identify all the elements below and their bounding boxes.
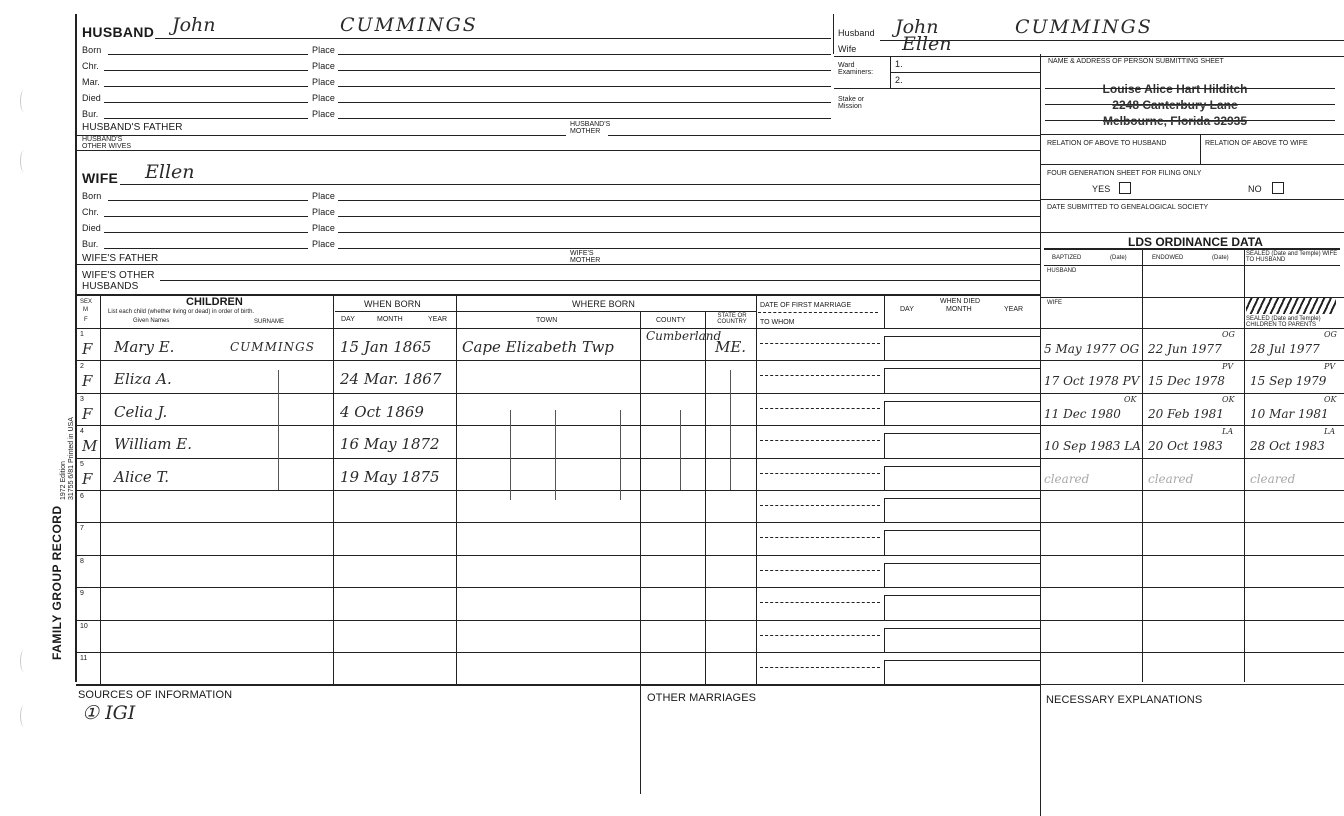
rule bbox=[1040, 232, 1344, 233]
wife-name-field bbox=[120, 184, 1040, 185]
marriage-bracket bbox=[884, 595, 885, 619]
death-date-field[interactable] bbox=[884, 660, 1040, 661]
other-marriages-label: OTHER MARRIAGES bbox=[647, 692, 757, 704]
stake-mission-label: Stake or Mission bbox=[838, 96, 865, 110]
wife-father-label: WIFE'S FATHER bbox=[82, 253, 159, 264]
death-date-field[interactable] bbox=[884, 628, 1040, 629]
wife-label: WIFE bbox=[82, 170, 119, 186]
no-label: NO bbox=[1248, 184, 1262, 194]
binder-mark bbox=[20, 650, 28, 672]
lds-endowed-date[interactable]: 20 Oct 1983 bbox=[1148, 439, 1223, 454]
submitter-name[interactable]: Louise Alice Hart Hilditch bbox=[1102, 82, 1248, 96]
child-number: 5 bbox=[80, 460, 84, 468]
first-marriage-field[interactable] bbox=[760, 635, 880, 636]
lds-sealed-wife-label: SEALED (Date and Temple) WIFE TO HUSBAND bbox=[1246, 251, 1338, 263]
lds-husband-label: HUSBAND bbox=[1047, 268, 1077, 274]
child-given-name[interactable]: Celia J. bbox=[114, 402, 168, 421]
town-label: TOWN bbox=[536, 317, 558, 324]
table-row bbox=[76, 620, 1344, 621]
table-row bbox=[76, 393, 1344, 394]
husband-label: HUSBAND bbox=[82, 24, 155, 40]
marriage-bracket bbox=[884, 563, 885, 587]
table-row bbox=[76, 522, 1344, 523]
child-number: 3 bbox=[80, 395, 84, 403]
col-state bbox=[756, 294, 757, 684]
died-month-label: MONTH bbox=[946, 306, 972, 313]
husband-born-place-label: Place bbox=[312, 45, 336, 55]
marriage-bracket bbox=[884, 628, 885, 652]
header-wife-given[interactable]: Ellen bbox=[902, 33, 952, 55]
to-whom-label: TO WHOM bbox=[760, 319, 795, 326]
husband-mar-label: Mar. bbox=[82, 77, 100, 87]
lds-wife-label: WIFE bbox=[1047, 300, 1062, 306]
lds-endowed-code: LA bbox=[1222, 427, 1234, 437]
relation-husband-label: RELATION OF ABOVE TO HUSBAND bbox=[1047, 140, 1167, 147]
husband-surname[interactable]: CUMMINGS bbox=[340, 14, 478, 36]
lds-sealed-code: OG bbox=[1324, 330, 1337, 339]
ditto-stroke bbox=[730, 370, 731, 490]
lds-sealed-date[interactable]: 28 Jul 1977 bbox=[1250, 342, 1320, 356]
child-number: 1 bbox=[80, 331, 84, 338]
first-marriage-field[interactable] bbox=[760, 473, 880, 474]
wife-chr-label: Chr. bbox=[82, 207, 99, 217]
child-sex[interactable]: F bbox=[82, 469, 93, 488]
sources-value[interactable]: ① IGI bbox=[82, 702, 136, 724]
child-number: 10 bbox=[80, 622, 88, 630]
child-birth-date[interactable]: 19 May 1875 bbox=[340, 467, 440, 486]
four-generation-label: FOUR GENERATION SHEET FOR FILING ONLY bbox=[1047, 170, 1202, 177]
lds-baptized-date[interactable]: 10 Sep 1983 LA bbox=[1044, 439, 1141, 454]
col-names bbox=[333, 294, 334, 684]
wife-died-field[interactable] bbox=[104, 232, 308, 233]
died-year-label: YEAR bbox=[1004, 306, 1024, 313]
child-birth-town[interactable]: Cape Elizabeth Twp bbox=[462, 338, 614, 356]
husband-chr-field[interactable] bbox=[104, 70, 308, 71]
when-born-label: WHEN BORN bbox=[364, 299, 421, 309]
child-sex[interactable]: F bbox=[82, 340, 93, 358]
child-number: 7 bbox=[80, 525, 84, 533]
lds-sealed-date[interactable]: 28 Oct 1983 bbox=[1250, 439, 1325, 454]
died-day-label: DAY bbox=[900, 306, 914, 313]
examiner-1-field[interactable] bbox=[890, 72, 1040, 73]
lds-baptized-code: OK bbox=[1124, 394, 1137, 404]
first-marriage-label: DATE OF FIRST MARRIAGE bbox=[760, 302, 852, 309]
necessary-explanations-label: NECESSARY EXPLANATIONS bbox=[1046, 694, 1203, 706]
ditto-stroke bbox=[555, 410, 556, 500]
child-number: 8 bbox=[80, 557, 84, 565]
lds-endowed-date[interactable]: 20 Feb 1981 bbox=[1148, 406, 1224, 421]
lds-sealed-date[interactable]: 15 Sep 1979 bbox=[1250, 374, 1327, 389]
wife-chr-place-label: Place bbox=[312, 207, 336, 217]
wife-bur-label: Bur. bbox=[82, 239, 99, 249]
binder-mark bbox=[20, 150, 28, 172]
edition-label: 1972 Edition bbox=[60, 461, 67, 500]
examiner-2-label: 2. bbox=[895, 75, 903, 85]
given-names-label: Given Names bbox=[133, 318, 170, 324]
divider bbox=[1142, 248, 1143, 682]
first-marriage-field[interactable] bbox=[760, 505, 880, 506]
date-submitted-label: DATE SUBMITTED TO GENEALOGICAL SOCIETY bbox=[1047, 204, 1209, 211]
husband-bur-place-label: Place bbox=[312, 109, 336, 119]
lds-endowed-date[interactable]: 15 Dec 1978 bbox=[1148, 374, 1225, 389]
divider bbox=[640, 684, 641, 794]
wife-died-label: Died bbox=[82, 223, 101, 233]
table-row bbox=[76, 652, 1344, 653]
rule bbox=[155, 38, 831, 39]
examiner-1-label: 1. bbox=[895, 59, 903, 69]
divider bbox=[1200, 134, 1201, 164]
marriage-bracket bbox=[884, 433, 885, 457]
wife-bur-field[interactable] bbox=[104, 248, 308, 249]
lds-baptized-date[interactable]: cleared bbox=[1044, 471, 1090, 486]
no-checkbox[interactable] bbox=[1272, 182, 1284, 194]
yes-checkbox[interactable] bbox=[1119, 182, 1131, 194]
state-country-label: STATE OR COUNTRY bbox=[717, 313, 747, 325]
death-date-field[interactable] bbox=[884, 336, 1040, 337]
hatched-block bbox=[1246, 298, 1336, 314]
col-county bbox=[705, 311, 706, 684]
husband-chr-label: Chr. bbox=[82, 61, 99, 71]
husband-died-place-label: Place bbox=[312, 93, 336, 103]
husband-mother-field[interactable] bbox=[608, 135, 1040, 136]
wife-died-place-label: Place bbox=[312, 223, 336, 233]
first-marriage-field[interactable] bbox=[760, 537, 880, 538]
husband-bur-field[interactable] bbox=[104, 118, 308, 119]
form-title: FAMILY GROUP RECORD bbox=[50, 505, 64, 660]
child-surname[interactable]: CUMMINGS bbox=[230, 340, 315, 354]
husband-other-wives-label: HUSBAND'S OTHER WIVES bbox=[82, 136, 132, 150]
husband-born-place-field[interactable] bbox=[338, 54, 831, 55]
born-day-label: DAY bbox=[341, 316, 355, 323]
rule bbox=[76, 328, 1040, 329]
child-sex[interactable]: F bbox=[82, 372, 93, 391]
first-marriage-field[interactable] bbox=[760, 667, 880, 668]
relation-wife-label: RELATION OF ABOVE TO WIFE bbox=[1205, 140, 1308, 147]
sex-label: SEX bbox=[80, 299, 93, 305]
lds-endowed-code: OK bbox=[1222, 394, 1235, 404]
wife-born-place-label: Place bbox=[312, 191, 336, 201]
child-given-name[interactable]: William E. bbox=[114, 435, 192, 454]
marriage-bracket bbox=[884, 660, 885, 684]
husband-born-field[interactable] bbox=[108, 54, 308, 55]
ditto-stroke bbox=[510, 410, 511, 500]
child-birth-date[interactable]: 24 Mar. 1867 bbox=[340, 370, 442, 389]
child-birth-county[interactable]: Cumberland bbox=[646, 329, 722, 343]
child-birth-state[interactable]: ME. bbox=[715, 338, 747, 356]
lds-endowed-code: OG bbox=[1222, 330, 1235, 339]
husband-bur-label: Bur. bbox=[82, 109, 99, 119]
death-date-field[interactable] bbox=[884, 433, 1040, 434]
lds-endowed-code: PV bbox=[1222, 362, 1234, 372]
husband-died-label: Died bbox=[82, 93, 101, 103]
binder-mark bbox=[20, 705, 28, 727]
lds-baptized-date[interactable]: 11 Dec 1980 bbox=[1044, 406, 1121, 421]
edition-code: 31755 6/81 Printed in USA bbox=[68, 417, 75, 500]
submitter-city[interactable]: Melbourne, Florida 32935 bbox=[1102, 114, 1248, 128]
born-month-label: MONTH bbox=[377, 316, 403, 323]
child-number: 4 bbox=[80, 428, 84, 436]
lds-endowed-label: ENDOWED bbox=[1152, 255, 1184, 261]
lds-baptized-date[interactable]: 17 Oct 1978 PV bbox=[1044, 374, 1140, 389]
rule bbox=[1040, 199, 1344, 200]
ditto-stroke bbox=[278, 370, 279, 490]
lds-sealed-children-label: SEALED (Date and Temple) CHILDREN TO PARENTS bbox=[1246, 316, 1321, 328]
rule bbox=[1045, 104, 1335, 105]
wife-bur-place-label: Place bbox=[312, 239, 336, 249]
child-birth-date[interactable]: 4 Oct 1869 bbox=[340, 402, 424, 421]
wife-other-husbands-label: WIFE'S OTHER HUSBANDS bbox=[82, 270, 155, 292]
death-date-field[interactable] bbox=[884, 563, 1040, 564]
death-date-field[interactable] bbox=[884, 595, 1040, 596]
lds-sealed-code: PV bbox=[1324, 362, 1336, 372]
divider bbox=[1040, 54, 1041, 816]
lds-baptized-date-label: (Date) bbox=[1110, 255, 1127, 261]
table-row bbox=[76, 587, 1344, 588]
wife-chr-place-field[interactable] bbox=[338, 216, 1040, 217]
child-sex[interactable]: F bbox=[82, 404, 93, 423]
rule bbox=[1045, 88, 1335, 89]
rule bbox=[1040, 134, 1344, 135]
marriage-bracket bbox=[884, 466, 885, 490]
death-date-field[interactable] bbox=[884, 498, 1040, 499]
lds-endowed-date[interactable]: 22 Jun 1977 bbox=[1148, 342, 1222, 356]
header-husband-surname[interactable]: CUMMINGS bbox=[1015, 16, 1153, 38]
first-marriage-field[interactable] bbox=[760, 343, 880, 344]
first-marriage-field[interactable] bbox=[760, 375, 880, 376]
child-number: 9 bbox=[80, 590, 84, 598]
table-row bbox=[76, 360, 1344, 361]
where-born-label: WHERE BORN bbox=[572, 299, 636, 309]
ditto-stroke bbox=[620, 410, 621, 500]
wife-born-label: Born bbox=[82, 191, 102, 201]
child-number: 11 bbox=[80, 655, 88, 662]
child-given-name[interactable]: Alice T. bbox=[114, 467, 170, 486]
lds-baptized-label: BAPTIZED bbox=[1052, 255, 1082, 261]
child-birth-date[interactable]: 15 Jan 1865 bbox=[340, 338, 432, 356]
frame-left bbox=[75, 14, 77, 682]
wife-parents-field[interactable] bbox=[76, 264, 1040, 265]
death-date-field[interactable] bbox=[884, 401, 1040, 402]
rule bbox=[834, 56, 1344, 57]
wife-given-name[interactable]: Ellen bbox=[145, 161, 195, 183]
col-born bbox=[456, 294, 457, 684]
children-instructions: List each child (whether living or dead) in order of birth. bbox=[108, 309, 255, 315]
husband-died-field[interactable] bbox=[104, 102, 308, 103]
marriage-bracket bbox=[884, 336, 885, 360]
husband-mar-place-label: Place bbox=[312, 77, 336, 87]
child-given-name[interactable]: Mary E. bbox=[114, 338, 175, 356]
lds-endowed-date[interactable]: cleared bbox=[1148, 471, 1194, 486]
header-husband-label: Husband bbox=[838, 28, 875, 38]
husband-other-wives-field[interactable] bbox=[76, 150, 1040, 151]
first-marriage-field[interactable] bbox=[760, 570, 880, 571]
header-husband-given[interactable]: John bbox=[895, 16, 939, 38]
lds-title: LDS ORDINANCE DATA bbox=[1128, 235, 1263, 249]
marriage-bracket bbox=[884, 401, 885, 425]
binder-mark bbox=[20, 90, 28, 112]
rule bbox=[335, 311, 757, 312]
divider bbox=[833, 14, 834, 54]
husband-mar-field[interactable] bbox=[104, 86, 308, 87]
lds-sealed-date[interactable]: cleared bbox=[1250, 471, 1296, 486]
ward-examiners-label: Ward Examiners: bbox=[838, 62, 874, 76]
wife-chr-field[interactable] bbox=[104, 216, 308, 217]
lds-sealed-date[interactable]: 10 Mar 1981 bbox=[1250, 406, 1329, 421]
table-row bbox=[76, 425, 1344, 426]
divider bbox=[1244, 248, 1245, 682]
husband-chr-place-field[interactable] bbox=[338, 70, 831, 71]
wife-bur-place-field[interactable] bbox=[338, 248, 1040, 249]
rule bbox=[1044, 265, 1340, 266]
husband-father-label: HUSBAND'S FATHER bbox=[82, 122, 183, 133]
col-sex bbox=[100, 294, 101, 684]
lds-endowed-date-label: (Date) bbox=[1212, 255, 1229, 261]
child-number: 6 bbox=[80, 493, 84, 500]
yes-label: YES bbox=[1092, 184, 1111, 194]
ditto-stroke bbox=[680, 410, 681, 490]
table-row bbox=[76, 490, 1344, 491]
death-date-field[interactable] bbox=[884, 368, 1040, 369]
children-title: CHILDREN bbox=[186, 296, 243, 308]
col-marriage bbox=[884, 294, 885, 328]
rule bbox=[1040, 328, 1344, 329]
lds-sealed-code: LA bbox=[1324, 427, 1336, 437]
death-date-field[interactable] bbox=[884, 466, 1040, 467]
child-given-name[interactable]: Eliza A. bbox=[114, 370, 172, 389]
husband-given-name[interactable]: John bbox=[172, 14, 216, 36]
marriage-bracket bbox=[884, 498, 885, 522]
table-row bbox=[76, 458, 1344, 459]
table-row bbox=[76, 555, 1344, 556]
born-year-label: YEAR bbox=[428, 316, 448, 323]
col-town bbox=[640, 311, 641, 684]
child-number: 2 bbox=[80, 363, 84, 371]
husband-father-field[interactable] bbox=[76, 135, 566, 136]
death-date-field[interactable] bbox=[884, 530, 1040, 531]
surname-label: SURNAME bbox=[254, 319, 285, 325]
wife-mother-label: WIFE'S MOTHER bbox=[570, 250, 601, 264]
submitter-street[interactable]: 2248 Canterbury Lane bbox=[1112, 98, 1238, 112]
examiner-2-field[interactable] bbox=[834, 88, 1040, 89]
sex-f-label: F bbox=[84, 317, 88, 323]
header-wife-label: Wife bbox=[838, 44, 857, 54]
rule bbox=[1045, 120, 1335, 121]
wife-died-place-field[interactable] bbox=[338, 232, 1040, 233]
husband-mother-label: HUSBAND'S MOTHER bbox=[570, 121, 611, 135]
first-marriage-field[interactable] bbox=[760, 440, 880, 441]
wife-born-place-field[interactable] bbox=[338, 200, 1040, 201]
husband-mar-place-field[interactable] bbox=[338, 86, 831, 87]
first-marriage-field[interactable] bbox=[760, 408, 880, 409]
marriage-bracket bbox=[884, 530, 885, 554]
rule bbox=[1044, 248, 1340, 250]
rule bbox=[1040, 164, 1344, 165]
when-died-label: WHEN DIED bbox=[940, 298, 981, 305]
sex-m-label: M bbox=[83, 307, 88, 313]
husband-died-place-field[interactable] bbox=[338, 102, 831, 103]
lds-sealed-code: OK bbox=[1324, 394, 1337, 404]
husband-chr-place-label: Place bbox=[312, 61, 336, 71]
child-sex[interactable]: M bbox=[82, 437, 98, 456]
first-marriage-field[interactable] bbox=[760, 602, 880, 603]
child-birth-date[interactable]: 16 May 1872 bbox=[340, 435, 440, 454]
wife-other-husbands-field[interactable] bbox=[160, 280, 1040, 281]
county-label: COUNTY bbox=[656, 317, 686, 324]
rule bbox=[758, 312, 878, 313]
lds-baptized-date[interactable]: 5 May 1977 OG bbox=[1044, 342, 1140, 356]
husband-bur-place-field[interactable] bbox=[338, 118, 831, 119]
wife-born-field[interactable] bbox=[108, 200, 308, 201]
form-edition bbox=[60, 417, 76, 500]
husband-born-label: Born bbox=[82, 45, 102, 55]
submitter-label: NAME & ADDRESS OF PERSON SUBMITTING SHEET bbox=[1048, 58, 1224, 65]
sources-label: SOURCES OF INFORMATION bbox=[78, 689, 233, 701]
rule bbox=[76, 684, 1040, 686]
marriage-bracket bbox=[884, 368, 885, 392]
